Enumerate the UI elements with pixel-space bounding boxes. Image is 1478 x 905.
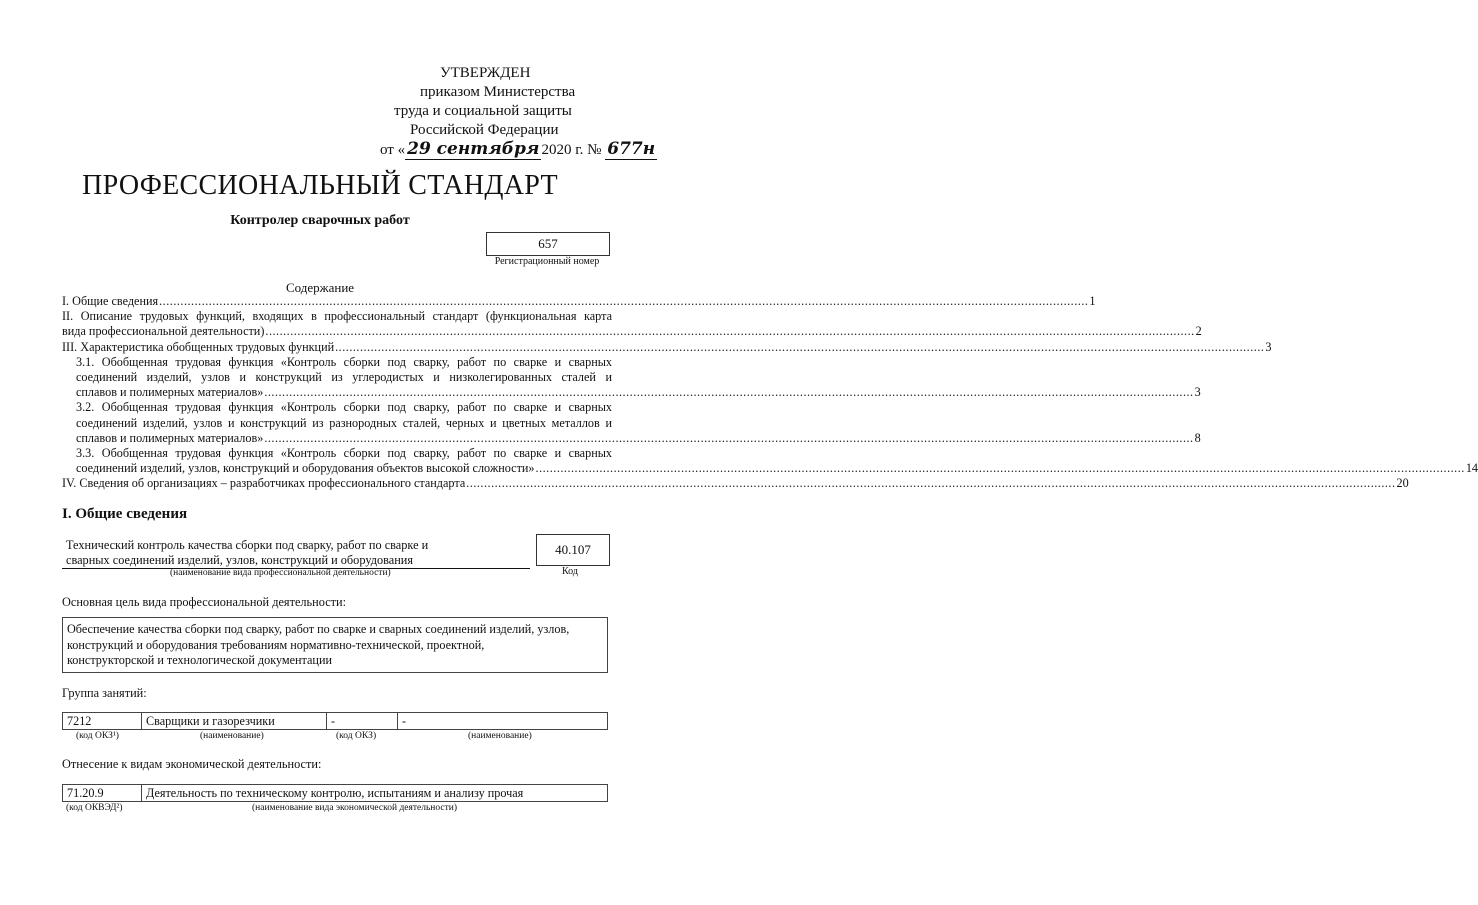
- okz-code-cell-2: -: [327, 713, 398, 730]
- okz-name-caption: (наименование): [200, 731, 264, 741]
- table-row: [63, 785, 608, 802]
- approval-number-handwritten: 677н: [607, 139, 656, 159]
- table-row: [63, 713, 608, 730]
- okz-name-caption-2: (наименование): [468, 731, 532, 741]
- okz-code-caption: (код ОКЗ¹): [76, 731, 119, 741]
- section-heading: I. Общие сведения: [62, 506, 188, 522]
- occupation-group-table: [62, 712, 608, 730]
- okz-code-caption-2: (код ОКЗ): [336, 731, 377, 741]
- okz-name-cell-2: -: [398, 713, 608, 730]
- economic-activity-label: Отнесение к видам экономической деятельности:: [62, 757, 322, 771]
- economic-activity-table: [62, 784, 608, 802]
- approval-order: приказом Министерства: [420, 84, 576, 100]
- approval-year: 2020 г. №: [541, 142, 602, 158]
- activity-code-caption: Код: [562, 566, 578, 577]
- occupation-group-label: Группа занятий:: [62, 686, 147, 700]
- approval-country: Российской Федерации: [410, 122, 559, 138]
- registration-number-label: Регистрационный номер: [494, 256, 600, 267]
- okz-code-cell: 7212: [63, 713, 142, 730]
- approval-date-handwritten: 29 сентября: [407, 139, 540, 159]
- registration-number-box: 657: [486, 232, 610, 256]
- activity-caption: (наименование вида профессиональной деятельности): [170, 568, 391, 578]
- document-title: ПРОФЕССИОНАЛЬНЫЙ СТАНДАРТ: [82, 170, 558, 201]
- okved-name-cell: Деятельность по техническому контролю, испытаниям и анализу прочая: [142, 785, 608, 802]
- approval-heading: УТВЕРЖДЕН: [440, 65, 531, 81]
- approval-block: [380, 64, 656, 160]
- toc-item-2[interactable]: II. Описание трудовых функций, входящих в профессиональный стандарт (функциональная карта вида профессиональной деятельности) ..... 2: [62, 309, 612, 339]
- toc-item-3-3[interactable]: 3.3. Обобщенная трудовая функция «Контроль сборки под сварку, работ по сварке и сварных соединений изделий, узлов, конструкций и оборудования объектов высокой сложности» ..... 14: [62, 446, 612, 476]
- okved-code-caption: (код ОКВЭД²): [66, 803, 123, 813]
- okved-code-cell: 71.20.9: [63, 785, 142, 802]
- approval-ministry: труда и социальной защиты: [394, 103, 572, 119]
- toc-item-3-1[interactable]: 3.1. Обобщенная трудовая функция «Контроль сборки под сварку, работ по сварке и сварных соединений изделий, узлов и конструкций из углеродистых и низколегированных сталей и сплавов и полимерных материалов» ..... 3: [62, 355, 612, 401]
- purpose-box: Обеспечение качества сборки под сварку, работ по сварке и сварных соединений изделий, узлов, конструкций и оборудования требованиям нормативно-технической, проектной, конструкторской и технологической документации: [62, 617, 608, 673]
- okz-name-cell: Сварщики и газорезчики: [142, 713, 327, 730]
- activity-name: Технический контроль качества сборки под сварку, работ по сварке и сварных соединений изделий, узлов, конструкций и оборудования: [66, 538, 429, 567]
- approval-date-line: [380, 139, 656, 160]
- toc-item-3[interactable]: III. Характеристика обобщенных трудовых функций ..... 3: [62, 340, 612, 355]
- toc-item-4[interactable]: IV. Сведения об организациях – разработчиках профессионального стандарта ..... 20: [62, 476, 612, 491]
- purpose-label: Основная цель вида профессиональной деятельности:: [62, 595, 347, 609]
- toc-item-3-2[interactable]: 3.2. Обобщенная трудовая функция «Контроль сборки под сварку, работ по сварке и сварных соединений изделий, узлов и конструкций из разнородных сталей, черных и цветных металлов и сплавов и полимерных материалов» ..... 8: [62, 400, 612, 446]
- activity-code-box: 40.107: [536, 534, 610, 566]
- contents-heading: Содержание: [285, 280, 355, 295]
- okved-name-caption: (наименование вида экономической деятельности): [252, 803, 457, 813]
- approval-from: от «: [380, 142, 406, 158]
- table-of-contents: [62, 294, 1478, 492]
- toc-item-1[interactable]: I. Общие сведения ..... 1: [62, 294, 612, 309]
- document-subtitle: Контролер сварочных работ: [230, 213, 410, 228]
